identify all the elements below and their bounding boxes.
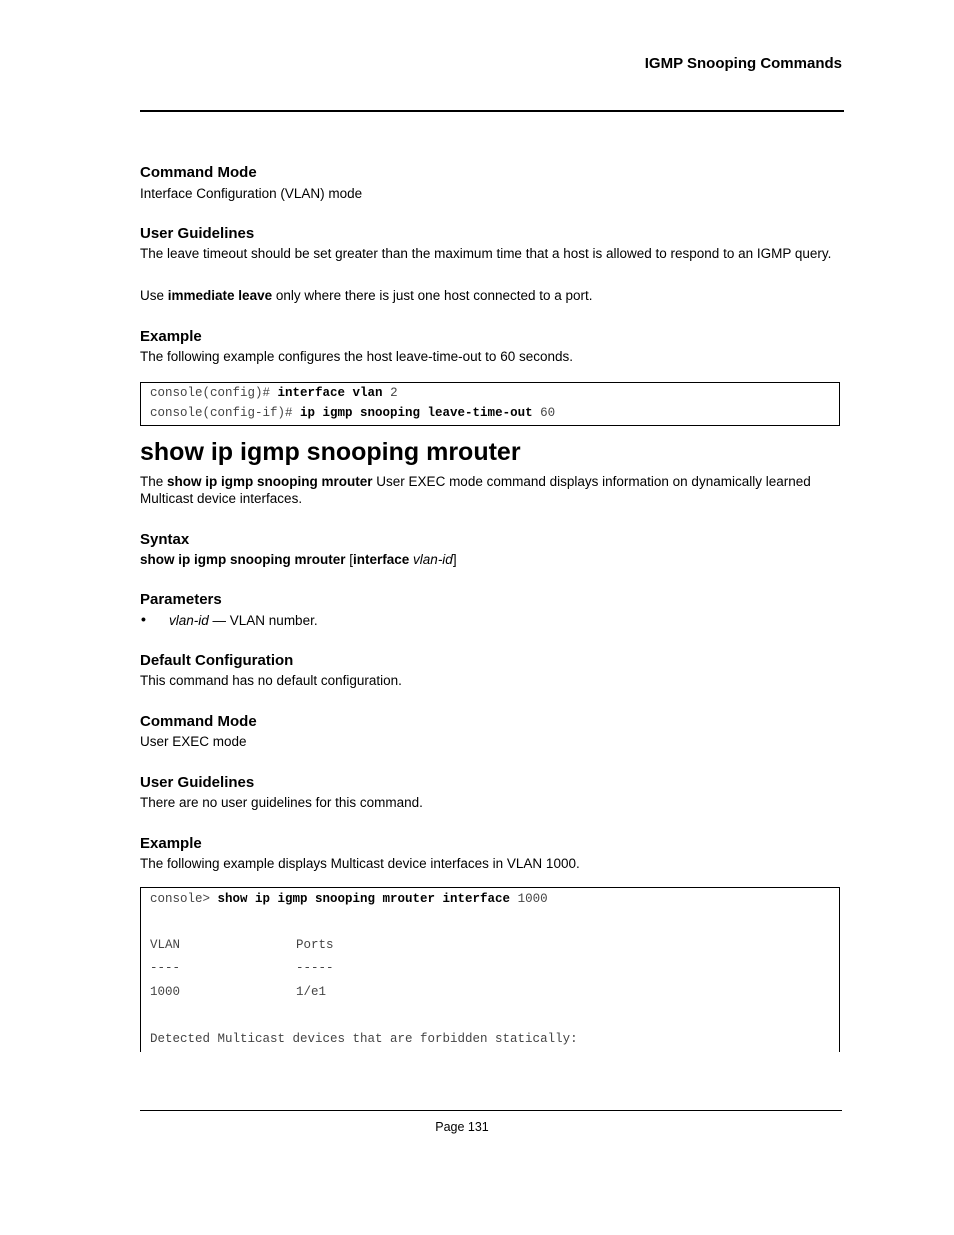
syntax-command: show ip igmp snooping mrouter [140,552,346,567]
syntax-keyword: interface [353,552,410,567]
running-header: IGMP Snooping Commands [644,55,842,72]
code-prompt: console(config-if)# [150,406,301,420]
command-mode-text-2: User EXEC mode [140,734,247,749]
code-line [150,892,548,906]
command-title: show ip igmp snooping mrouter [140,438,521,466]
code-arg: 1000 [510,892,548,906]
code-block-2 [140,887,840,1052]
user-guidelines-text-2: There are no user guidelines for this command. [140,795,423,810]
use-word: Use [140,288,165,303]
footer-rule [140,1110,842,1111]
code-command: ip igmp snooping leave-time-out [300,406,533,420]
code-line-forbidden: Detected Multicast devices that are forbidden statically: [150,1032,578,1046]
syntax-bracket-close: ] [452,552,457,567]
syntax-line [140,551,840,568]
header-rule [140,110,844,112]
code-block-1 [140,382,840,426]
table-header-ports: Ports [296,938,334,952]
parameter-item [169,612,839,629]
intro-rest: User EXEC mode command displays information on dynamically learned Multicast device interfaces. [140,474,811,506]
parameters-heading: Parameters [140,591,222,608]
example-text-2: The following example displays Multicast device interfaces in VLAN 1000. [140,856,580,871]
user-guidelines-heading: User Guidelines [140,225,255,242]
table-sep-vlan: ---- [150,961,181,975]
code-line [150,386,398,400]
code-arg: 60 [532,406,556,420]
example-heading: Example [140,328,202,345]
code-prompt: console> [150,892,218,906]
command-intro [140,473,840,507]
syntax-argument: vlan-id [409,552,453,567]
parameter-name: vlan-id [169,613,209,628]
command-mode-text: Interface Configuration (VLAN) mode [140,186,363,201]
code-prompt: console(config)# [150,386,278,400]
table-cell-ports: 1/e1 [296,985,327,999]
parameter-desc: — VLAN number. [208,613,318,628]
intro-command: show ip igmp snooping mrouter [167,474,373,489]
command-mode-heading: Command Mode [140,164,257,181]
user-guidelines-immediate-leave [140,287,840,304]
bullet-icon: • [141,611,146,627]
user-guidelines-text: The leave timeout should be set greater than the maximum time that a host is allowed to respond to an IGMP query. [140,246,832,261]
page-number: Page 131 [435,1120,489,1134]
command-mode-heading-2: Command Mode [140,713,257,730]
code-line [150,406,555,420]
immediate-leave-term: immediate leave [167,288,273,303]
table-cell-vlan: 1000 [150,985,181,999]
default-config-heading: Default Configuration [140,652,294,669]
table-sep-ports: ----- [296,961,334,975]
table-header-vlan: VLAN [150,938,181,952]
guideline-rest: only where there is just one host connected to a port. [275,288,593,303]
default-config-text: This command has no default configuration. [140,673,402,688]
syntax-heading: Syntax [140,531,190,548]
code-arg: 2 [382,386,398,400]
user-guidelines-heading-2: User Guidelines [140,774,255,791]
example-heading-2: Example [140,835,202,852]
code-command: interface vlan [277,386,383,400]
code-command: show ip igmp snooping mrouter interface [217,892,511,906]
syntax-bracket-open: [ [345,552,354,567]
example-text: The following example configures the host leave-time-out to 60 seconds. [140,349,573,364]
intro-the: The [140,474,164,489]
